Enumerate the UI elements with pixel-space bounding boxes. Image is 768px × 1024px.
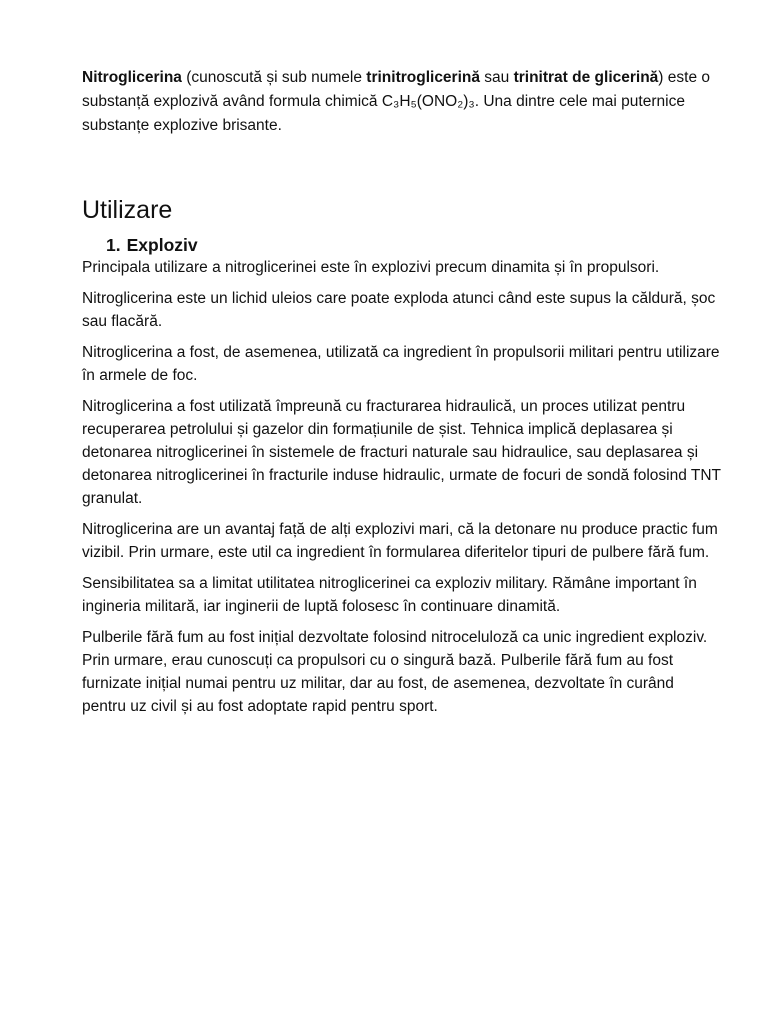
- body-paragraph: Sensibilitatea sa a limitat utilitatea nitroglicerinei ca exploziv military. Rămâne important în ingineria militară, iar inginerii de luptă folosesc în continuare dinamită.: [82, 575, 697, 615]
- body-paragraph: Principala utilizare a nitroglicerinei este în explozivi precum dinamita și în propulsori.: [82, 259, 660, 276]
- document-content: [82, 66, 722, 726]
- body-paragraph: Nitroglicerina are un avantaj față de alți explozivi mari, că la detonare nu produce practic fum vizibil. Prin urmare, este util ca ingredient în formularea diferitelor tipuri de pulbere fără fum.: [82, 521, 718, 561]
- body-paragraph: Pulberile fără fum au fost inițial dezvoltate folosind nitroceluloză ca unic ingredient exploziv. Prin urmare, erau cunoscuți ca propulsori cu o singură bază. Pulberile fără fum au fost furnizate inițial numai pentru uz militar, dar au fost, de asemenea, dezvoltate în curând pentru uz civil și au fost adoptate rapid pentru sport.: [82, 629, 708, 715]
- intro-term: Nitroglicerina: [82, 69, 182, 86]
- subsection-title: Exploziv: [126, 235, 198, 255]
- intro-paragraph: [82, 66, 722, 138]
- body-paragraph: Nitroglicerina a fost utilizată împreună cu fracturarea hidraulică, un proces utilizat pentru recuperarea petrolului și gazelor din formațiunile de șist. Tehnica implică deplasarea și detonarea nitroglicerinei în sistemele de fracturi naturale sau hidraulice, sau deplasarea și detonarea nitroglicerinei în fracturile induse hidraulic, urmate de focuri de sondă folosind TNT granulat.: [82, 398, 721, 507]
- intro-alt-name-1: trinitroglicerină: [366, 69, 480, 86]
- intro-text-3: ) este o substanță explozivă având formula chimică C₃H₅(ONO₂)₃. Una dintre cele mai puternice substanțe explozive brisante.: [82, 69, 710, 134]
- body-paragraphs: [82, 256, 722, 718]
- subsection-heading: [106, 234, 722, 256]
- subsection-number: 1.: [106, 235, 121, 255]
- intro-alt-name-2: trinitrat de glicerină: [513, 69, 659, 86]
- body-paragraph: Nitroglicerina a fost, de asemenea, utilizată ca ingredient în propulsorii militari pentru utilizare în armele de foc.: [82, 344, 720, 384]
- section-heading: Utilizare: [82, 196, 173, 224]
- intro-text-2: sau: [479, 69, 514, 86]
- intro-text-1: (cunoscută și sub numele: [181, 69, 367, 86]
- body-paragraph: Nitroglicerina este un lichid uleios care poate exploda atunci când este supus la căldură, șoc sau flacără.: [82, 290, 716, 330]
